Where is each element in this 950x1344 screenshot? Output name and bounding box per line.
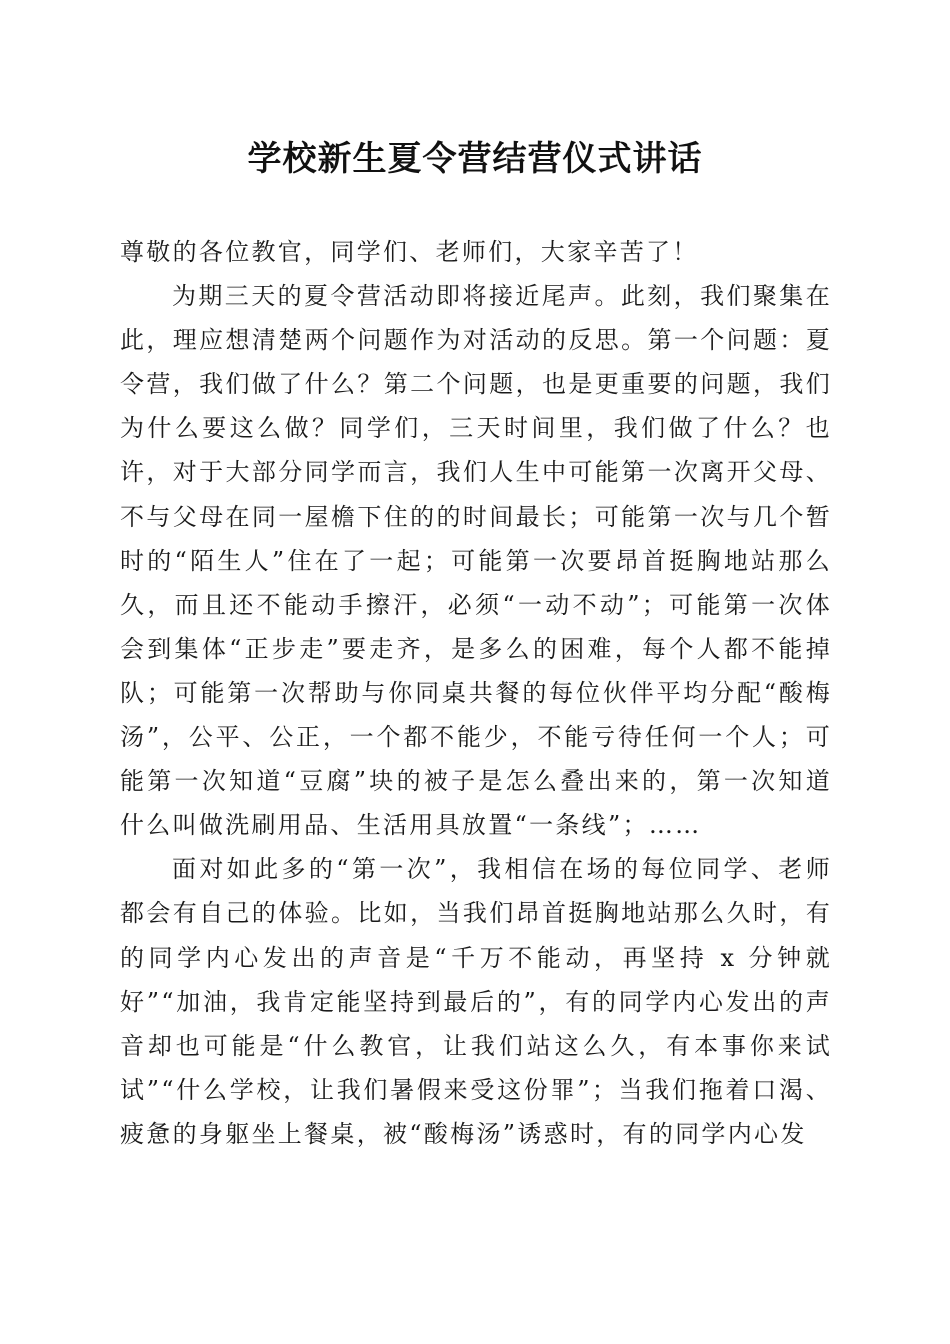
document-body [120, 230, 832, 1156]
paragraph-2: 面对如此多的“第一次”，我相信在场的每位同学、老师都会有自己的体验。比如，当我们昂首挺胸地站那么久时，有的同学内心发出的声音是“千万不能动，再坚持 x 分钟就好”“加油，我肯定能坚持到最后的”，有的同学内心发出的声音却也可能是“什么教官，让我们站这么久，有本事你来试试”“什么学校，让我们暑假来受这份罪”；当我们拖着口渴、疲惫的身躯坐上餐桌，被“酸梅汤”诱惑时，有的同学内心发 [120, 855, 832, 1148]
paragraph-1: 为期三天的夏令营活动即将接近尾声。此刻，我们聚集在此，理应想清楚两个问题作为对活动的反思。第一个问题：夏令营，我们做了什么？第二个问题，也是更重要的问题，我们为什么要这么做？同学们，三天时间里，我们做了什么？也许，对于大部分同学而言，我们人生中可能第一次离开父母、不与父母在同一屋檐下住的的时间最长；可能第一次与几个暂时的“陌生人”住在了一起；可能第一次要昂首挺胸地站那么久，而且还不能动手擦汗，必须“一动不动”；可能第一次体会到集体“正步走”要走齐，是多么的困难，每个人都不能掉队；可能第一次帮助与你同桌共餐的每位伙伴平均分配“酸梅汤”，公平、公正，一个都不能少，不能亏待任何一个人；可能第一次知道“豆腐”块的被子是怎么叠出来的，第一次知道什么叫做洗刷用品、生活用具放置“一条线”；…… [120, 282, 832, 840]
document-title: 学校新生夏令营结营仪式讲话 [247, 139, 703, 179]
salutation: 尊敬的各位教官，同学们、老师们，大家辛苦了！ [120, 238, 699, 266]
